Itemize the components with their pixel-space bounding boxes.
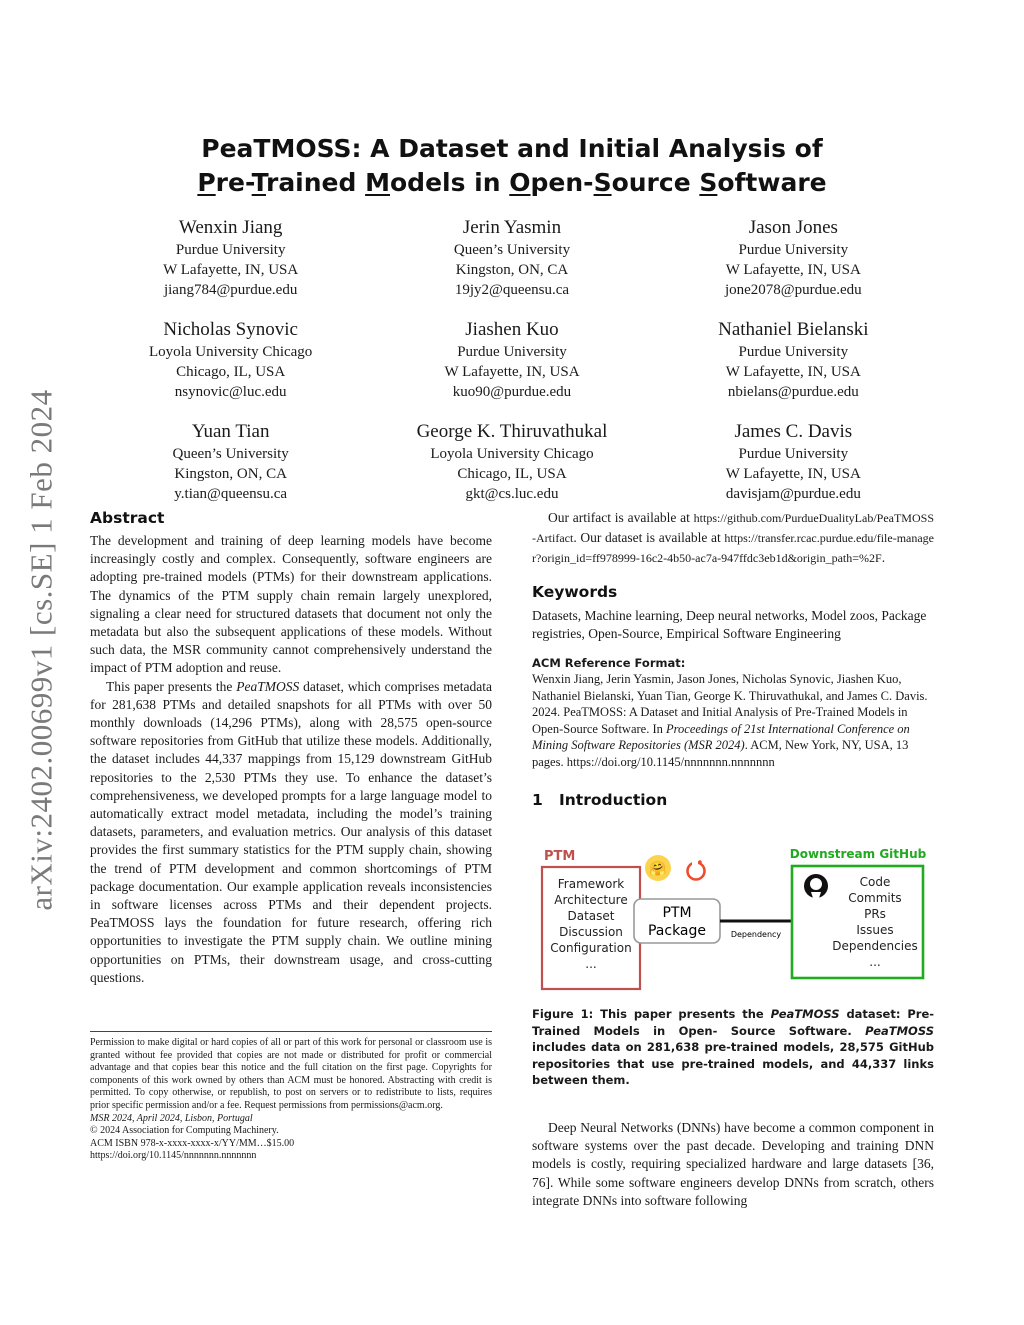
author-email[interactable]: jiang784@purdue.edu [163,282,298,298]
left-column [90,508,492,987]
ptm-item: Discussion [559,925,623,940]
acm-ref-text: Wenxin Jiang, Jerin Yasmin, Jason Jones, Nicholas Synovic, Jiashen Kuo, Nathaniel Bielanski, Yuan Tian, George K. Thiruvathukal, and James C. Davis. 2024. PeaTMOSS: A Dataset and Initial Analysis of Pre-Trained Models in Open-Source Software. In Proceedings of 21st International Conference on Mining Software Repositories (MSR 2024). ACM, New York, NY, USA, 13 pages. https://doi.org/10.1145/nnnnnnn.nnnnnnn [532,672,928,769]
author: Jason Jones Purdue University W Lafayette, IN, USA jone2078@purdue.edu [653,216,934,300]
intro-paragraph: Deep Neural Networks (DNNs) have become a common component in software systems over the past decade. Developing and training DNN models is costly, requiring specialized hardware and large datasets [36, 76]. While some software engineers develop DNNs from scratch, others integrate DNNs into software following [532,1119,934,1208]
author: Jiashen Kuo Purdue University W Lafayette, IN, USA kuo90@purdue.edu [371,318,652,402]
github-item: PRs [864,907,886,922]
ptm-item: Framework [557,877,625,892]
doi-link[interactable]: https://doi.org/10.1145/nnnnnnn.nnnnnnn [90,1150,257,1162]
ptm-label: PTM [544,849,576,865]
paper-title: PeaTMOSS: A Dataset and Initial Analysis of Pre-Trained Models in Open-Source Software [197,134,827,197]
github-item: Issues [856,923,894,938]
github-item: Code [859,875,891,890]
author-block [90,216,934,504]
author: Nicholas Synovic Loyola University Chicago Chicago, IL, USA nsynovic@luc.edu [90,318,371,402]
author: George K. Thiruvathukal Loyola University Chicago Chicago, IL, USA gkt@cs.luc.edu [371,420,652,504]
permission-footnote: Permission to make digital or hard copies of all or part of this work for personal or classroom use is granted without fee provided that copies are not made or distributed for profit or commercial advantage and that copies bear this notice and the full citation on the first page. Copyrights for components of this work owned by others than ACM must be honored. Abstracting with credit is permitted. To copy otherwise, or republish, to post on servers or to redistribute to lists, requires prior specific permission and/or a fee. Request permissions from permissions@acm.org. MSR 2024, April 2024, Lisbon, Portugal © 2024 Association for Computing Machinery. ACM ISBN 978-x-xxxx-xxxx-x/YY/MM…$15.00 https://doi.org/10.1145/nnnnnnn.nnnnnnn [90,1031,492,1163]
figure-caption: Figure 1: This paper presents the PeaTMOSS dataset: Pre-Trained Models in Open- Source Software. PeaTMOSS includes data on 281,638 pre-trained models, 28,575 GitHub repositories that use pre-trained models, and 44,337 links between them. [532,1007,935,1088]
ptm-item: Configuration [550,941,632,956]
hugging-face-emoji: 🤗 [649,862,667,878]
ptm-item: Architecture [554,893,628,908]
artifact-link[interactable]: https://github.com/PurdueDualityLab/PeaTMOSS-Artifact [532,511,934,545]
author-email[interactable]: kuo90@purdue.edu [452,384,572,400]
author-email[interactable]: y.tian@queensu.ca [174,486,288,502]
author: Nathaniel Bielanski Purdue University W Lafayette, IN, USA nbielans@purdue.edu [653,318,934,402]
github-icon [804,874,828,898]
github-label: Downstream GitHub [789,847,927,862]
figure-1 [532,846,934,996]
dependency-label: Dependency [730,930,782,940]
author-email[interactable]: 19jy2@queensu.ca [454,282,570,298]
github-item: ... [869,955,881,970]
ptm-package-line1: PTM [662,905,692,922]
arxiv-stamp: arXiv:2402.00699v1 [cs.SE] 1 Feb 2024 [24,389,59,911]
author: James C. Davis Purdue University W Lafayette, IN, USA davisjam@purdue.edu [653,420,934,504]
artifact-paragraph: Our artifact is available at https://github.com/PurdueDualityLab/PeaTMOSS-Artifact. Our dataset is available at https://transfer.rcac.purdue.edu/file-manager?origin_id=ff978999-16c2-4b50-ac7a-947ffdc3eb1d&origin_path=%2F. [532,510,934,565]
keywords-text: Datasets, Machine learning, Deep neural networks, Model zoos, Package registries, Open-Source, Empirical Software Engineering [532,608,927,642]
github-item: Commits [848,891,902,906]
author-email[interactable]: gkt@cs.luc.edu [465,486,559,502]
abstract-paragraph: This paper presents the PeaTMOSS dataset, which comprises metadata for 281,638 PTMs and detailed snapshots for all PTMs with over 50 monthly downloads (14,296 PTMs), along with 28,575 open-source software repositories from GitHub that utilize these models. Additionally, the dataset includes 44,337 mappings from 15,129 downstream GitHub repositories to the 2,530 PTMs they use. To enhance the dataset’s comprehensiveness, we developed prompts for a large language model to automatically extract model metadata, including the model’s training datasets, parameters, and evaluation metrics. Our analysis of this dataset provides the first summary statistics for the PTM supply chain, showing the trend of PTM development and common shortcomings of PTM package documentation. Our example application reveals inconsistencies in software licenses across PTMs and their dependent projects. PeaTMOSS lays the foundation for future research, offering rich opportunities to investigate the PTM supply chain. We outline mining opportunities on PTMs, their downstream usage, and cross-cutting questions. [90,678,492,985]
author-email[interactable]: nsynovic@luc.edu [174,384,287,400]
author-email[interactable]: davisjam@purdue.edu [725,486,861,502]
intro-heading: 1 Introduction [532,791,668,810]
acm-ref-heading: ACM Reference Format: [532,656,686,671]
abstract-paragraph: The development and training of deep learning models have become increasingly costly and complex. Consequently, software engineers are adopting pre-trained models (PTMs) for their downstream applications. The dynamics of the PTM supply chain remain largely unexplored, signaling a clear need for structured datasets that document not only the metadata but also the subsequent applications of these models. Without such data, the MSR community cannot comprehensively understand the impact of PTM adoption and reuse. [90,533,492,676]
ptm-package-line2: Package [647,923,707,940]
author-email[interactable]: jone2078@purdue.edu [724,282,862,298]
author: Wenxin Jiang Purdue University W Lafayette, IN, USA jiang784@purdue.edu [90,216,371,300]
author: Yuan Tian Queen’s University Kingston, ON, CA y.tian@queensu.ca [90,420,371,504]
ptm-item: ... [585,957,597,972]
figure-diagram [532,846,934,996]
author: Jerin Yasmin Queen’s University Kingston, ON, CA 19jy2@queensu.ca [371,216,652,300]
pytorch-icon [688,859,705,880]
ptm-item: Dataset [567,909,615,924]
github-item: Dependencies [832,939,918,954]
right-column [532,508,934,1210]
dataset-link[interactable]: https://transfer.rcac.purdue.edu/file-manager?origin_id=ff978999-16c2-4b50-ac7a-947ffdc3eb1d&origin_path=%2F [532,531,934,565]
keywords-heading: Keywords [532,583,618,601]
abstract-heading: Abstract [90,509,165,527]
author-email[interactable]: nbielans@purdue.edu [727,384,859,400]
